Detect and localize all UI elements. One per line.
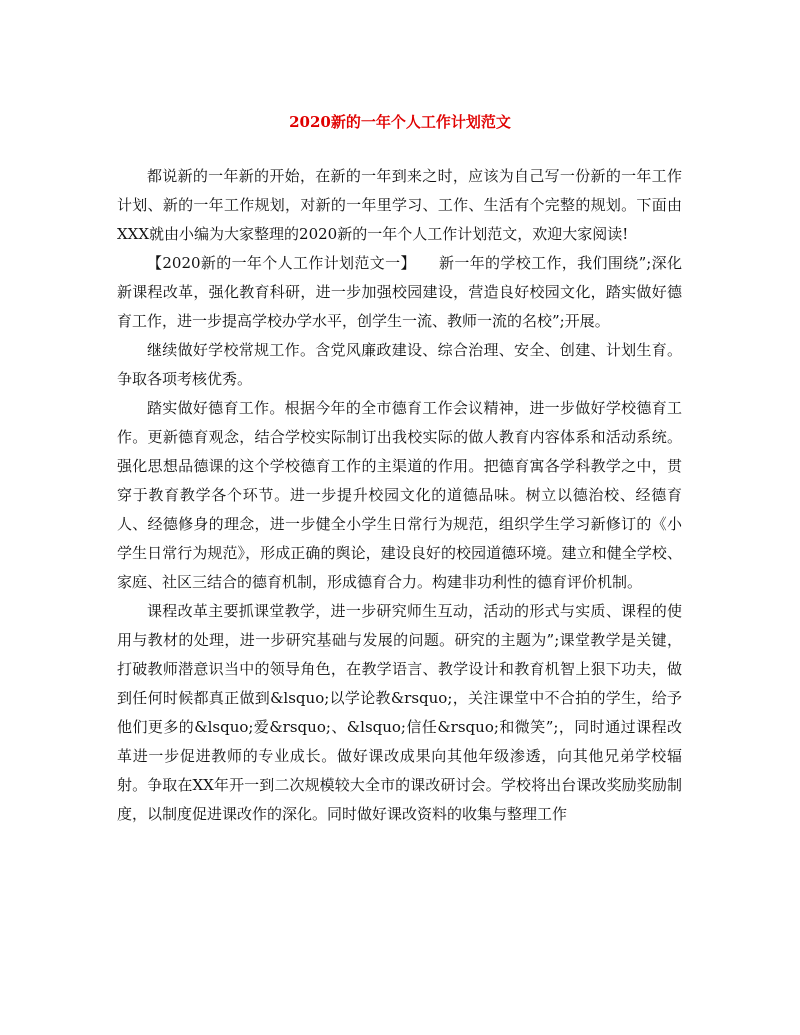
paragraph-routine-work: 继续做好学校常规工作。含党风廉政建设、综合治理、安全、创建、计划生育。争取各项考核优秀。 — [117, 341, 682, 388]
paragraph-plan-one: 【2020新的一年个人工作计划范文一】 新一年的学校工作，我们围绕”;深化新课程改革，强化教育科研，进一步加强校园建设，营造良好校园文化，踏实做好德育工作，进一步提高学校办学水平，创学生一流、教师一流的名校”;开展。 — [117, 254, 682, 330]
document-title: 2020新的一年个人工作计划范文 — [289, 113, 511, 131]
paragraph-moral-education: 踏实做好德育工作。根据今年的全市德育工作会议精神，进一步做好学校德育工作。更新德育观念，结合学校实际制订出我校实际的做人教育内容体系和活动系统。强化思想品德课的这个学校德育工作的主渠道的作用。把德育寓各学科教学之中，贯穿于教育教学各个环节。进一步提升校园文化的道德品味。树立以德治校、经德育人、经德修身的理念，进一步健全小学生日常行为规范，组织学生学习新修订的《小学生日常行为规范》，形成正确的舆论，建设良好的校园道德环境。建立和健全学校、家庭、社区三结合的德育机制，形成德育合力。构建非功利性的德育评价机制。 — [117, 399, 682, 591]
paragraph-curriculum-reform: 课程改革主要抓课堂教学，进一步研究师生互动，活动的形式与实质、课程的使用与教材的处理，进一步研究基础与发展的问题。研究的主题为”;课堂教学是关键，打破教师潜意识当中的领导角色，在教学语言、教学设计和教育机智上狠下功夫，做到任何时候都真正做到&lsquo;以学论教&rsquo;，关注课堂中不合拍的学生，给予他们更多的&lsquo;爱&rsquo;、&lsquo;信任&rsquo;和微笑”;，同时通过课程改革进一步促进教师的专业成长。做好课改成果向其他年级渗透，向其他兄弟学校辐射。争取在XX年开一到二次规模较大全市的课改研讨会。学校将出台课改奖励奖励制度，以制度促进课改作的深化。同时做好课改资料的收集与整理工作 — [117, 602, 682, 823]
document-body — [117, 162, 682, 829]
paragraph-intro: 都说新的一年新的开始，在新的一年到来之时，应该为自己写一份新的一年工作计划、新的一年工作规划，对新的一年里学习、工作、生活有个完整的规划。下面由XXX就由小编为大家整理的2020新的一年个人工作计划范文，欢迎大家阅读! — [117, 167, 682, 243]
